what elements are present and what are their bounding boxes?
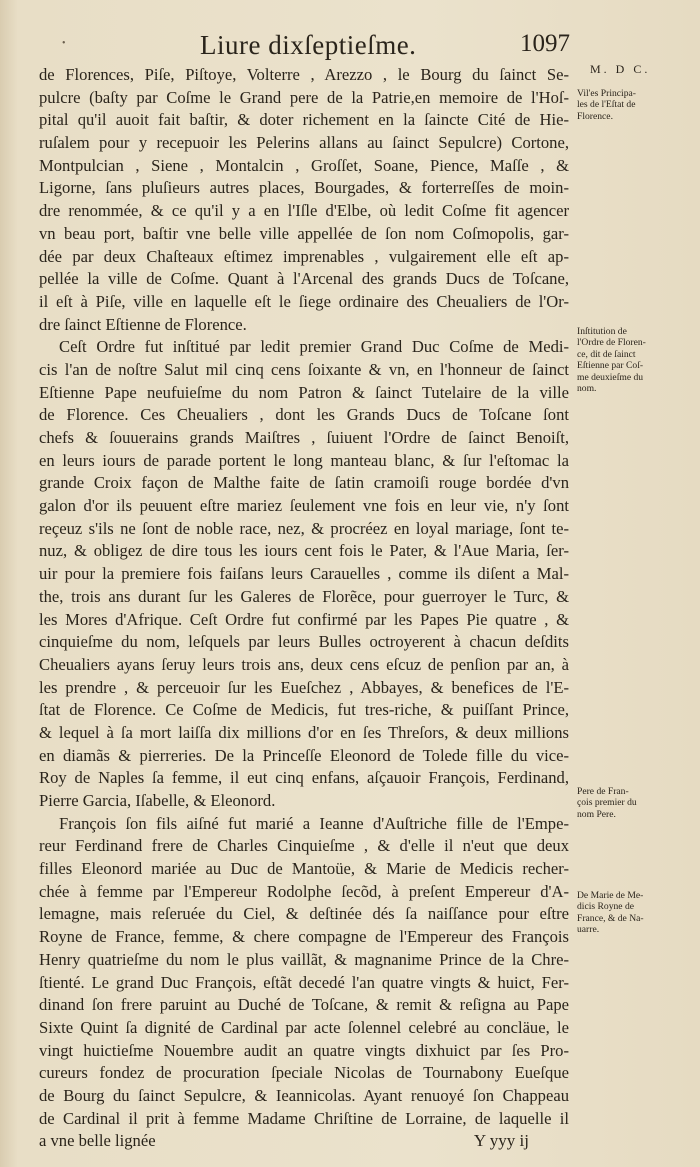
text-line: en diamãs & pierreries. De la Princeſſe Eleonord de Tolede fille du vice-	[39, 745, 569, 765]
note-line: Vil'es Principa-	[577, 88, 636, 99]
text-line: Cheualiers ayans ſeruy leurs trois ans, deux cens eſcuz de penſion par an, à	[39, 654, 569, 674]
text-line: dée par deux Chaſteaux eſtimez imprenables , vulgairement elle eſt ap-	[39, 246, 569, 266]
note-line: dicis Royne de	[577, 901, 635, 913]
text-line: reçeuz s'ils ne ſont de noble race, nez, & procréez en loyal mariage, ſont te-	[39, 518, 569, 538]
text-line: ruſalem pour y recepuoir les Pelerins allans au ſainct Sepulcre) Cortone,	[39, 133, 569, 153]
text-line: nuz, & obligez de dire tous les iours cent fois le Pater, & l'Aue Maria, ſer-	[39, 541, 569, 561]
text-line: reur Ferdinand frere de Charles Cinquieſme , & d'elle il n'eut que deux	[39, 836, 569, 856]
text-line: Ligorne, ſans pluſieurs autres places, Bourgades, & forterreſſes de moin-	[39, 178, 569, 198]
text-line: Sixte Quint ſa dignité de Cardinal par acte ſolennel celebré au concläue, le	[39, 1017, 569, 1037]
text-line: ſtienté. Le grand Duc François, eſtãt decedé l'an quatre vingts & huict, Fer-	[39, 972, 569, 992]
text-line: François ſon fils aiſné fut marié a Ieanne d'Auſtriche fille de l'Empe-	[59, 813, 569, 833]
text-line: pital qu'il auoit fait baſtir, & doter richement en la ſaincte Cité de Hie-	[39, 110, 569, 130]
text-line: Montpulcian , Siene , Montalcin , Groſſet, Soane, Pience, Maſſe , &	[39, 155, 569, 175]
note-line: De Marie de Me-	[577, 890, 644, 901]
text-line: vingt huictieſme Nouembre audit an quatre vingts dixhuict par ſes Pro-	[39, 1040, 569, 1060]
text-line: cureurs fondez de procuration ſpeciale Nicolas de Tournabony Eueſque	[39, 1063, 569, 1083]
text-line: the, trois ans durant ſur les Galeres de Florẽce, pour guerroyer le Turc, &	[39, 586, 569, 606]
note-line: uarre.	[577, 924, 600, 936]
text-line: dre renommée, & ce qu'il y a en l'Iſle d'Elbe, où ledit Coſme fit agencer	[39, 201, 569, 221]
text-line: de Bourg du ſainct Sepulcre, & Ieannicolas. Ayant renuoyé ſon Chappeau	[39, 1085, 569, 1105]
text-line: Eſtienne Pape neufuieſme du nom Patron & ſainct Tutelaire de la ville	[39, 382, 569, 402]
text-line: vn beau port, baſtir vne belle ville appellée de ſon nom Coſmopolis, gar-	[39, 223, 569, 243]
text-line: dinand ſon frere paruint au Duché de Toſcane, & remit & reſigna au Pape	[39, 995, 569, 1015]
text-line: galon d'or ils peuuent eſtre mariez ſeulement vne fois en leur vie, n'y ſont	[39, 496, 569, 516]
page-number: 1097	[520, 30, 570, 57]
text-line: Pierre Garcia, Iſabelle, & Eleonord.	[39, 791, 276, 810]
note-line: nom.	[577, 383, 597, 395]
note-line: çois premier du	[577, 797, 637, 809]
text-line: les prendre , & perceuoir ſur les Eueſchez , Abbayes, & benefices de l'E-	[39, 677, 569, 697]
note-line: Inſtitution de	[577, 326, 627, 337]
page-header	[0, 30, 700, 64]
text-line: pellée la ville de Coſme. Quant à l'Arcenal des grands Ducs de Toſcane,	[39, 269, 569, 289]
text-line: chée à femme par l'Empereur Rodolphe ſecõd, à preſent Empereur d'A-	[39, 881, 569, 901]
text-line: uir pour la premiere fois faiſans leurs Carauelles , comme ils diſent a Mal-	[39, 564, 569, 584]
text-line: il eſt à Piſe, ville en laquelle eſt le ſiege ordinaire des Cheualiers de l'Or-	[39, 291, 569, 311]
margin-note	[577, 88, 695, 122]
running-title: Liure dixſeptieſme.	[200, 30, 417, 60]
text-line: Henry quatrieſme du nom le plus vaillãt, & magnanime Prince de la Chre-	[39, 949, 569, 969]
note-line: France, & de Na-	[577, 912, 644, 924]
text-line: grande Croix façon de Malthe faite de ſatin cramoiſi rouge bordée d'vn	[39, 473, 569, 493]
note-line: ce, dit de ſainct	[577, 348, 636, 360]
note-line: Florence.	[577, 110, 613, 122]
margin-note	[577, 786, 695, 820]
text-line: Royne de France, femme, & chere compagne de l'Empereur des François	[39, 927, 569, 947]
text-line: Ceſt Ordre fut inſtitué par ledit premier Grand Duc Coſme de Medi-	[59, 337, 569, 357]
text-line: de Cardinal il prit à femme Madame Chriſtine de Lorraine, de laquelle il	[39, 1108, 569, 1128]
note-line: Eſtienne par Coſ-	[577, 360, 644, 372]
note-line: l'Ordre de Floren-	[577, 337, 646, 349]
text-line: de Florence. Ces Cheualiers , dont les Grands Ducs de Toſcane ſont	[39, 405, 569, 425]
text-line: cinquieſme du nom, leſquels par leurs Bulles octroyerent à chacun deſdits	[39, 632, 569, 652]
final-line	[39, 1130, 569, 1153]
text-line: dre ſainct Eſtienne de Florence.	[39, 314, 247, 334]
text-line: lemagne, mais reſeruée du Ciel, & deſtinée dés ſa naiſſance pour eſtre	[39, 904, 569, 924]
text-line: a vne belle lignée	[39, 1131, 156, 1151]
signature-mark: Y yyy ij	[473, 1131, 529, 1151]
note-line: me deuxieſme du	[577, 371, 644, 383]
note-line: Pere de Fran-	[577, 786, 629, 797]
margin-note	[577, 326, 695, 394]
note-line: nom Pere.	[577, 808, 616, 820]
text-line: en leurs iours de parade portent le long manteau blanc, & ſur l'eſtomac la	[39, 450, 569, 470]
text-line: ſtat de Florence. Ce Coſme de Medicis, fut tres-riche, & puiſſant Prince,	[39, 700, 569, 720]
text-line: Roy de Naples ſa femme, il eut cinq enfans, aſçauoir François, Ferdinand,	[39, 768, 569, 788]
text-line: & lequel à ſa mort laiſſa dix millions d'or en ſes Threſors, & deux millions	[39, 722, 569, 742]
margin-note	[577, 890, 695, 936]
text-line: filles Eleonord mariée au Duc de Mantoüe, & Marie de Medicis recher-	[39, 859, 569, 879]
text-line: les Mores d'Afrique. Ceſt Ordre fut confirmé par les Papes Pie quatre , &	[39, 609, 569, 629]
year-marker: M. D C.	[590, 62, 651, 76]
body-text	[39, 64, 569, 1153]
header-mark: •	[62, 38, 66, 49]
text-line: pulcre (baſty par Coſme le Grand pere de la Patrie,en memoire de l'Hoſ-	[39, 87, 569, 107]
note-line: les de l'Eſtat de	[577, 99, 636, 111]
text-line: chefs & ſouuerains grands Maiſtres , ſuiuent l'Ordre de ſainct Benoiſt,	[39, 428, 569, 447]
text-line: cis l'an de noſtre Salut mil cinq cens ſoixante & vn, en l'honneur de ſainct	[39, 359, 569, 379]
text-line: de Florences, Piſe, Piſtoye, Volterre , Arezzo , le Bourg du ſainct Se-	[39, 65, 569, 84]
